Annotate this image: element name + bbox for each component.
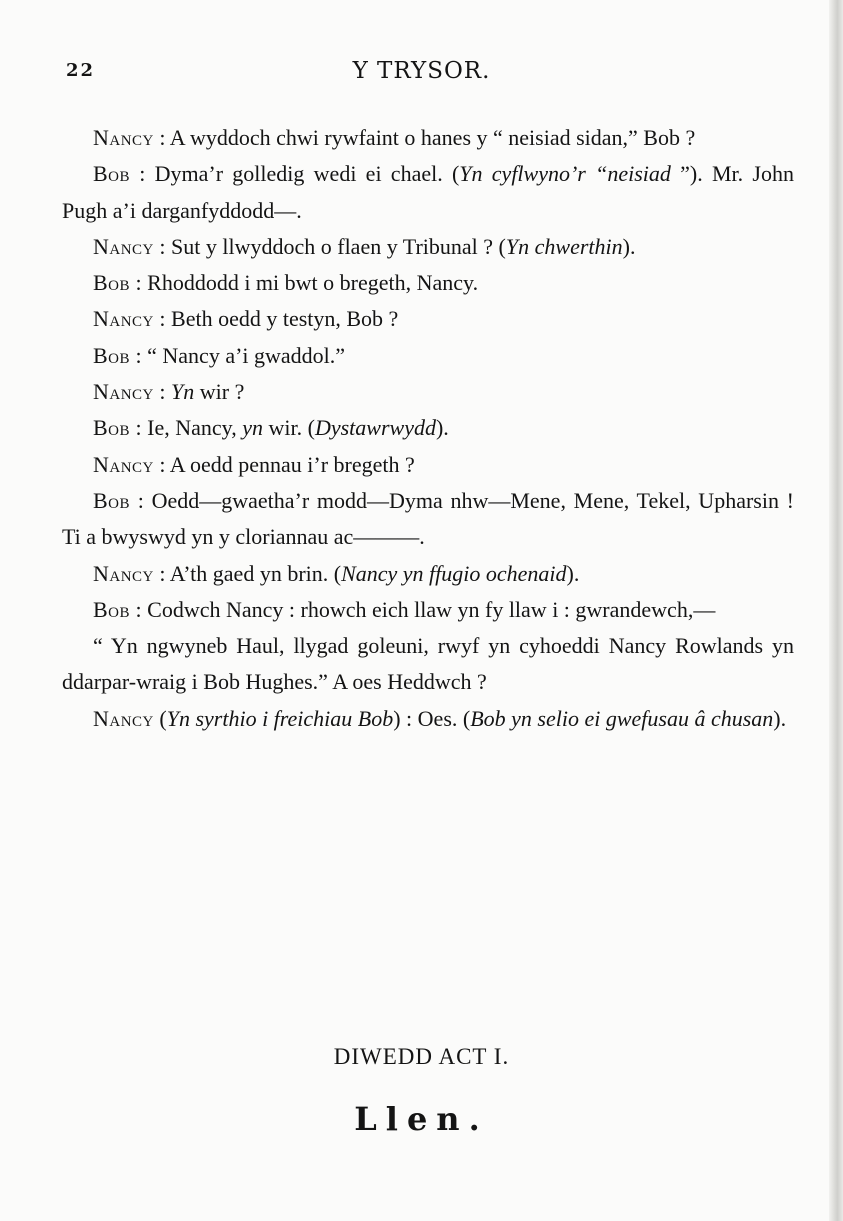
speaker-separator: : [130, 161, 155, 187]
dialogue-line [62, 229, 794, 265]
dialogue-line [62, 265, 794, 301]
speaker-separator: : [153, 306, 172, 332]
speaker-separator: : [130, 415, 148, 441]
spoken-text: A’th gaed yn brin. ( [169, 560, 342, 586]
spoken-text: Codwch Nancy : rhowch eich llaw yn fy llaw i : gwrandewch,— [147, 596, 716, 622]
spoken-text: Ie, Nancy, [147, 415, 243, 441]
spoken-text: ( [159, 705, 167, 731]
spoken-text: Dyma’r golledig wedi ei chael. ( [154, 161, 460, 187]
dialogue-body [62, 120, 794, 737]
dialogue-line [62, 483, 794, 556]
spoken-text: “ Nancy a’i gwaddol.” [147, 342, 346, 368]
speaker-separator: : [130, 596, 148, 622]
spoken-text: Beth oedd y testyn, Bob ? [171, 306, 399, 332]
spoken-text: Oedd—gwaetha’r modd—Dyma nhw—Mene, Mene, Tekel, Upharsin ! Ti a bwyswyd yn y cloriannau ac———. [62, 487, 794, 550]
speaker-name: Nancy [93, 233, 154, 259]
speaker-name: Nancy [93, 451, 154, 477]
stage-direction-text: Yn syrthio i freichiau Bob [166, 705, 394, 731]
spoken-text: “ Yn ngwyneb Haul, llygad goleuni, rwyf yn cyhoeddi Nancy Rowlands yn ddarpar-wraig i Bob Hughes.” A oes Heddwch ? [62, 633, 794, 695]
running-title: Y TRYSOR. [352, 58, 491, 84]
dialogue-line [62, 374, 794, 410]
spoken-text: A oedd pennau i’r bregeth ? [169, 451, 415, 477]
spoken-text: ). [566, 560, 580, 586]
spoken-text: ). [773, 705, 787, 731]
stage-direction-text: Nancy yn ffugio ochenaid [341, 560, 567, 586]
stage-direction-text: Bob yn selio ei gwefusau â chusan [470, 705, 774, 731]
speaker-separator: : [153, 125, 170, 150]
spoken-text: A wyddoch chwi rywfaint o hanes y “ neisiad sidan,” Bob ? [169, 125, 696, 150]
speaker-separator: : [130, 342, 148, 368]
spoken-text: wir. ( [263, 415, 315, 441]
spoken-text: ) : Oes. ( [393, 705, 471, 731]
speaker-name: Bob [93, 487, 131, 513]
curtain-line: Llen. [354, 1100, 489, 1138]
speaker-name: Bob [93, 342, 131, 368]
speaker-separator: : [153, 560, 170, 586]
end-of-act: DIWEDD ACT I. [333, 1044, 510, 1069]
page-number: 22 [66, 60, 96, 81]
stage-direction-text: Yn [171, 379, 195, 405]
stage-direction-text: yn [242, 415, 263, 441]
speaker-separator: : [130, 270, 148, 296]
dialogue-line [62, 156, 794, 229]
spoken-text: ”). Mr. John Pugh a’i darganfyddodd—. [62, 161, 794, 223]
spoken-text: Sut y llwyddoch o flaen y Tribunal ? ( [171, 233, 506, 259]
speaker-separator: : [153, 451, 170, 477]
speaker-name: Nancy [93, 379, 154, 405]
dialogue-line [62, 301, 794, 337]
speaker-name: Bob [93, 415, 131, 441]
dialogue-line [62, 556, 794, 592]
speaker-name: Nancy [93, 306, 154, 332]
dialogue-line [62, 628, 794, 701]
speaker-name: Nancy [93, 705, 154, 731]
speaker-name: Nancy [93, 560, 154, 586]
dialogue-line [62, 120, 794, 156]
speaker-separator: : [153, 233, 172, 259]
speaker-name: Bob [93, 161, 131, 187]
spoken-text: ). [622, 233, 636, 259]
spoken-text: wir ? [194, 379, 245, 405]
speaker-separator: : [130, 487, 152, 513]
speaker-name: Nancy [93, 125, 154, 150]
speaker-name: Bob [93, 596, 131, 622]
stage-direction-text: Yn cyflwyno’r “neisiad [459, 161, 671, 187]
speaker-separator: : [153, 379, 172, 405]
speaker-name: Bob [93, 270, 131, 296]
dialogue-line [62, 701, 794, 737]
dialogue-line [62, 338, 794, 374]
stage-direction-text: Dystawrwydd [314, 415, 436, 441]
dialogue-line [62, 447, 794, 483]
spoken-text: Rhoddodd i mi bwt o bregeth, Nancy. [147, 270, 479, 296]
spoken-text: ). [435, 415, 449, 441]
stage-direction-text: Yn chwerthin [505, 233, 623, 259]
dialogue-line [62, 410, 794, 446]
page-edge-shadow [829, 0, 843, 1221]
dialogue-line [62, 592, 794, 628]
